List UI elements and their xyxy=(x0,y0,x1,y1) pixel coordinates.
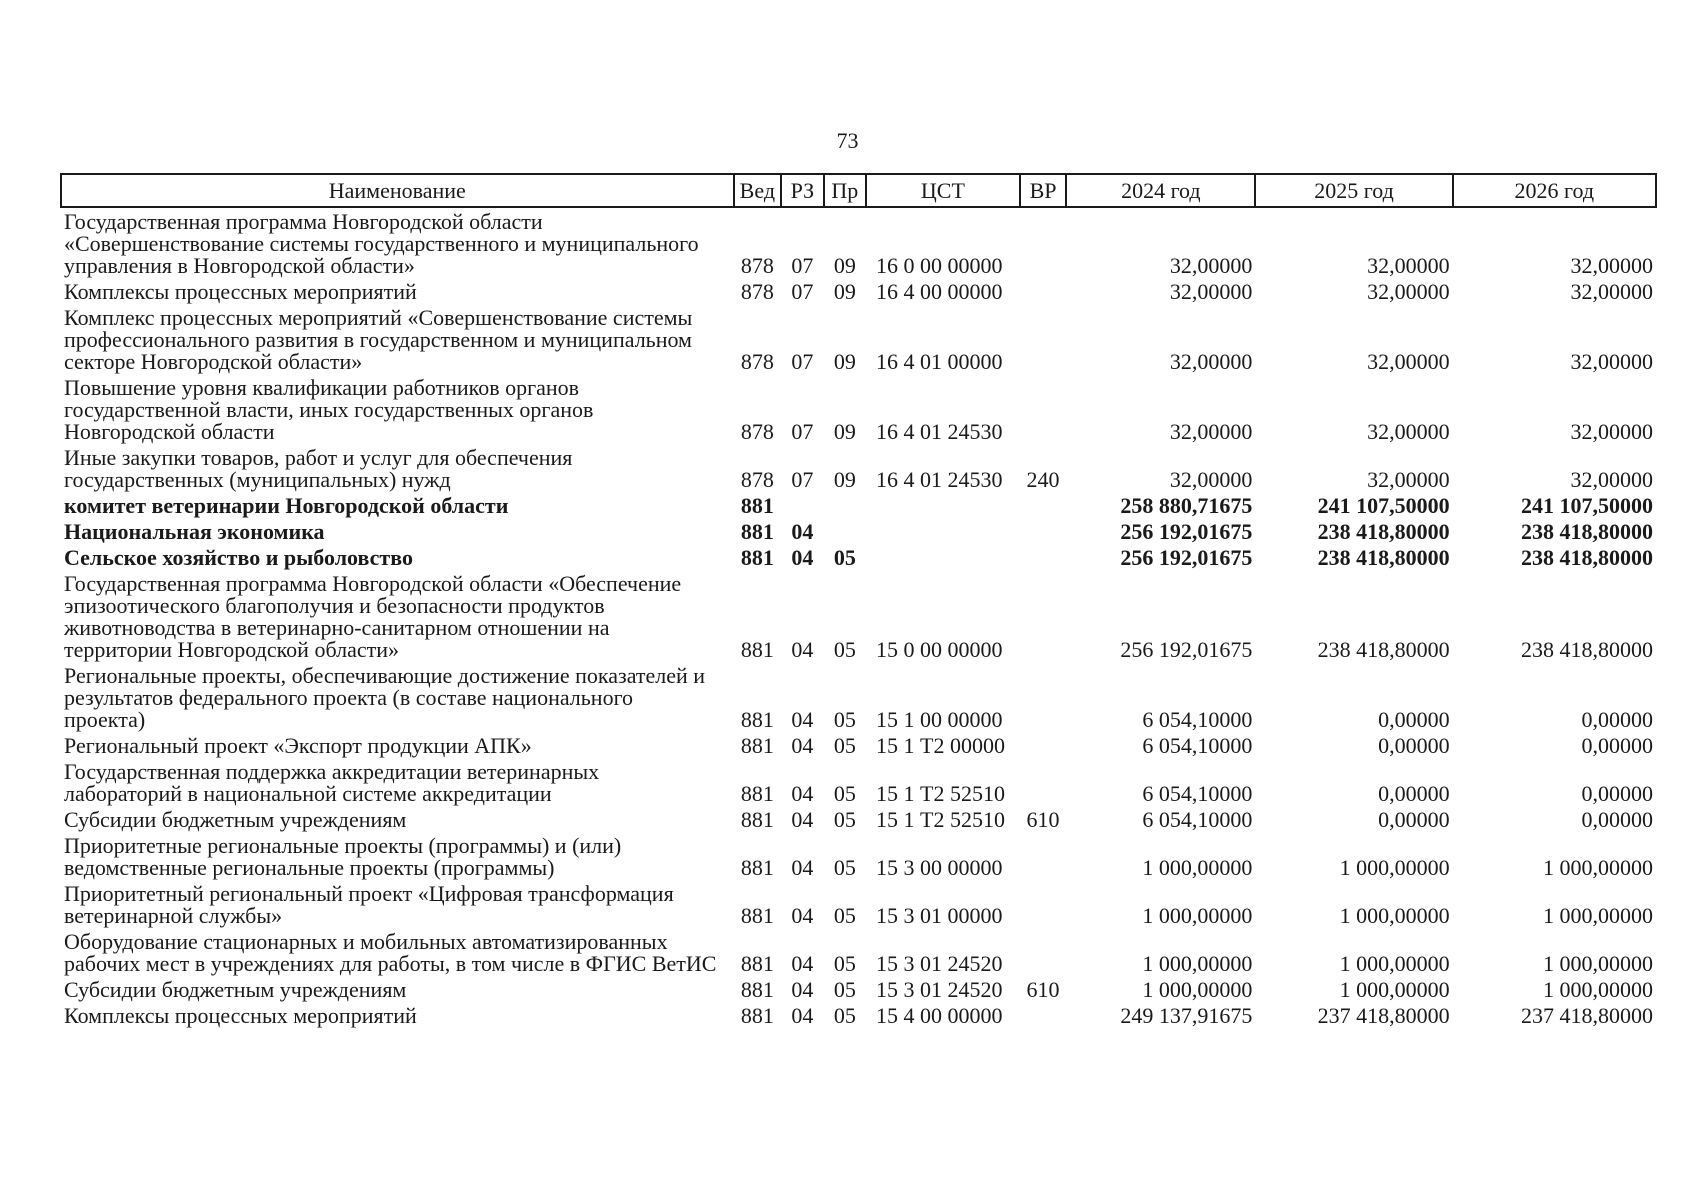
row-ved: 881 xyxy=(740,951,774,976)
row-amount-2025: 32,00000 xyxy=(1367,467,1450,492)
row-cst xyxy=(866,544,1020,570)
row-ved: 881 xyxy=(740,493,774,518)
row-ved: 881 xyxy=(740,977,774,1002)
row-amount-2025: 0,00000 xyxy=(1378,807,1450,832)
table-row xyxy=(61,374,1656,444)
row-cst: 16 4 00 00000 xyxy=(876,279,1003,304)
row-name: Национальная экономика xyxy=(64,519,325,544)
row-pr: 05 xyxy=(833,951,856,976)
row-vr xyxy=(1020,832,1067,880)
row-amount-2026: 241 107,50000 xyxy=(1521,493,1653,518)
row-ved: 881 xyxy=(740,903,774,928)
row-amount-2026: 238 418,80000 xyxy=(1521,519,1653,544)
row-cst: 15 3 01 24520 xyxy=(876,977,1003,1002)
row-pr xyxy=(824,492,866,518)
row-amount-2024: 1 000,00000 xyxy=(1142,903,1253,928)
row-cst xyxy=(866,518,1020,544)
row-vr xyxy=(1020,570,1067,662)
row-pr: 09 xyxy=(833,467,856,492)
row-rz: 04 xyxy=(791,977,814,1002)
row-cst: 15 3 01 24520 xyxy=(876,951,1003,976)
row-amount-2026: 32,00000 xyxy=(1570,467,1653,492)
row-amount-2024: 249 137,91675 xyxy=(1120,1003,1253,1028)
table-row xyxy=(61,207,1656,278)
row-amount-2026: 32,00000 xyxy=(1570,279,1653,304)
row-amount-2025: 238 418,80000 xyxy=(1317,637,1450,662)
row-vr xyxy=(1020,1002,1067,1028)
row-amount-2026: 238 418,80000 xyxy=(1521,637,1653,662)
row-vr xyxy=(1020,662,1067,732)
row-amount-2024: 32,00000 xyxy=(1169,279,1253,304)
header-cst: ЦСТ xyxy=(866,174,1020,207)
row-ved: 881 xyxy=(740,545,774,570)
row-amount-2024: 256 192,01675 xyxy=(1120,637,1253,662)
row-amount-2024: 1 000,00000 xyxy=(1142,951,1253,976)
row-pr xyxy=(824,518,866,544)
row-amount-2025: 32,00000 xyxy=(1367,419,1450,444)
row-ved: 881 xyxy=(740,519,774,544)
row-vr: 610 xyxy=(1026,977,1060,1002)
table-row xyxy=(61,758,1656,806)
row-vr xyxy=(1020,518,1067,544)
row-name: Приоритетный региональный проект «Цифровая трансформация ветеринарной службы» xyxy=(64,881,674,928)
row-cst: 15 3 01 00000 xyxy=(876,903,1003,928)
row-amount-2025: 0,00000 xyxy=(1378,707,1450,732)
row-ved: 878 xyxy=(740,279,774,304)
row-rz: 04 xyxy=(791,519,814,544)
table-row xyxy=(61,570,1656,662)
row-vr xyxy=(1020,544,1067,570)
row-ved: 881 xyxy=(740,707,774,732)
row-rz: 04 xyxy=(791,951,814,976)
row-cst: 16 4 01 00000 xyxy=(876,349,1003,374)
row-pr: 05 xyxy=(833,733,856,758)
table-row xyxy=(61,732,1656,758)
row-pr: 05 xyxy=(833,545,856,570)
row-name: Сельское хозяйство и рыболовство xyxy=(64,545,413,570)
row-cst: 15 1 00 00000 xyxy=(876,707,1003,732)
row-amount-2025: 1 000,00000 xyxy=(1339,903,1450,928)
header-rz: РЗ xyxy=(781,174,823,207)
header-2026: 2026 год xyxy=(1453,174,1656,207)
row-cst: 15 4 00 00000 xyxy=(876,1003,1003,1028)
row-ved: 881 xyxy=(740,733,774,758)
header-2025: 2025 год xyxy=(1255,174,1452,207)
row-amount-2025: 237 418,80000 xyxy=(1317,1003,1450,1028)
row-amount-2024: 6 054,10000 xyxy=(1142,733,1253,758)
row-name: Приоритетные региональные проекты (программы) и (или) ведомственные региональные проекты (программы) xyxy=(64,833,622,880)
row-amount-2024: 1 000,00000 xyxy=(1142,977,1253,1002)
row-amount-2026: 0,00000 xyxy=(1581,733,1653,758)
row-amount-2026: 32,00000 xyxy=(1570,253,1653,278)
row-amount-2026: 32,00000 xyxy=(1570,349,1653,374)
row-pr: 09 xyxy=(833,279,856,304)
row-vr xyxy=(1020,492,1067,518)
row-cst: 16 4 01 24530 xyxy=(876,419,1003,444)
row-vr xyxy=(1020,207,1067,278)
header-2024: 2024 год xyxy=(1066,174,1255,207)
budget-table xyxy=(60,173,1657,1028)
row-name: Региональные проекты, обеспечивающие достижение показателей и результатов федерального проекта (в составе национального проекта) xyxy=(64,663,706,732)
row-name: Иные закупки товаров, работ и услуг для обеспечения государственных (муниципальных) нужд xyxy=(64,445,573,492)
row-ved: 878 xyxy=(740,467,774,492)
row-amount-2024: 1 000,00000 xyxy=(1142,855,1253,880)
row-cst: 15 0 00 00000 xyxy=(876,637,1003,662)
row-rz: 04 xyxy=(791,637,814,662)
row-vr: 610 xyxy=(1026,807,1060,832)
row-amount-2025: 1 000,00000 xyxy=(1339,977,1450,1002)
row-amount-2024: 6 054,10000 xyxy=(1142,707,1253,732)
row-rz: 07 xyxy=(791,279,814,304)
row-rz: 04 xyxy=(791,903,814,928)
row-amount-2026: 32,00000 xyxy=(1570,419,1653,444)
table-row xyxy=(61,278,1656,304)
row-vr xyxy=(1020,278,1067,304)
row-ved: 881 xyxy=(740,855,774,880)
row-rz: 07 xyxy=(791,419,814,444)
row-amount-2026: 0,00000 xyxy=(1581,807,1653,832)
row-pr: 05 xyxy=(833,807,856,832)
row-cst: 16 4 01 24530 xyxy=(876,467,1003,492)
row-cst: 15 1 Т2 52510 xyxy=(876,781,1005,806)
row-ved: 881 xyxy=(740,807,774,832)
row-vr xyxy=(1020,374,1067,444)
row-vr xyxy=(1020,758,1067,806)
table-row xyxy=(61,518,1656,544)
row-vr xyxy=(1020,304,1067,374)
table-row xyxy=(61,976,1656,1002)
row-name: Государственная программа Новгородской области «Обеспечение эпизоотического благополучия и безопасности продуктов животноводства в ветеринарно-санитарном отношении на территории Новгородской области» xyxy=(64,571,682,662)
row-cst xyxy=(866,492,1020,518)
row-amount-2025: 32,00000 xyxy=(1367,349,1450,374)
row-amount-2024: 258 880,71675 xyxy=(1120,493,1253,518)
row-amount-2025: 238 418,80000 xyxy=(1317,545,1450,570)
row-amount-2025: 32,00000 xyxy=(1367,279,1450,304)
row-pr: 05 xyxy=(833,707,856,732)
row-rz: 07 xyxy=(791,467,814,492)
row-name: Оборудование стационарных и мобильных автоматизированных рабочих мест в учреждениях для работы, в том числе в ФГИС ВетИС xyxy=(64,929,717,976)
row-cst: 15 3 00 00000 xyxy=(876,855,1003,880)
row-ved: 881 xyxy=(740,781,774,806)
row-amount-2024: 256 192,01675 xyxy=(1120,545,1253,570)
row-amount-2026: 1 000,00000 xyxy=(1543,903,1653,928)
header-vr: ВР xyxy=(1020,174,1067,207)
row-amount-2025: 241 107,50000 xyxy=(1317,493,1450,518)
row-amount-2026: 0,00000 xyxy=(1581,707,1653,732)
table-header xyxy=(61,174,1656,207)
row-vr: 240 xyxy=(1026,467,1060,492)
row-cst: 16 0 00 00000 xyxy=(876,253,1003,278)
row-cst: 15 1 Т2 00000 xyxy=(876,733,1005,758)
row-cst: 15 1 Т2 52510 xyxy=(876,807,1005,832)
row-ved: 878 xyxy=(740,419,774,444)
row-amount-2026: 238 418,80000 xyxy=(1521,545,1653,570)
row-rz: 04 xyxy=(791,733,814,758)
row-ved: 881 xyxy=(740,637,774,662)
row-pr: 05 xyxy=(833,977,856,1002)
row-amount-2024: 32,00000 xyxy=(1169,419,1253,444)
row-rz: 04 xyxy=(791,545,814,570)
row-name: Региональный проект «Экспорт продукции АПК» xyxy=(64,733,532,758)
row-vr xyxy=(1020,880,1067,928)
row-pr: 09 xyxy=(833,349,856,374)
row-amount-2025: 0,00000 xyxy=(1378,733,1450,758)
row-name: Повышение уровня квалификации работников органов государственной власти, иных государственных органов Новгородской области xyxy=(64,375,594,444)
row-pr: 05 xyxy=(833,1003,856,1028)
row-pr: 09 xyxy=(833,419,856,444)
row-name: Комплекс процессных мероприятий «Совершенствование системы профессионального развития в государственном и муниципальном секторе Новгородской области» xyxy=(64,305,693,374)
table-row xyxy=(61,304,1656,374)
row-amount-2025: 32,00000 xyxy=(1367,253,1450,278)
row-ved: 878 xyxy=(740,253,774,278)
row-amount-2024: 32,00000 xyxy=(1169,349,1253,374)
row-rz: 04 xyxy=(791,1003,814,1028)
table-row xyxy=(61,662,1656,732)
row-rz: 04 xyxy=(791,807,814,832)
row-ved: 881 xyxy=(740,1003,774,1028)
header-pr: Пр xyxy=(824,174,866,207)
row-rz xyxy=(781,492,823,518)
row-name: комитет ветеринарии Новгородской области xyxy=(64,493,509,518)
row-amount-2025: 1 000,00000 xyxy=(1339,855,1450,880)
table-row xyxy=(61,880,1656,928)
row-name: Субсидии бюджетным учреждениям xyxy=(64,977,407,1002)
header-ved: Вед xyxy=(734,174,782,207)
row-rz: 04 xyxy=(791,855,814,880)
row-ved: 878 xyxy=(740,349,774,374)
row-amount-2026: 0,00000 xyxy=(1581,781,1653,806)
row-rz: 07 xyxy=(791,349,814,374)
row-name: Государственная программа Новгородской области «Совершенствование системы государственного и муниципального управления в Новгородской области» xyxy=(64,209,699,278)
row-amount-2025: 1 000,00000 xyxy=(1339,951,1450,976)
table-row xyxy=(61,832,1656,880)
header-name: Наименование xyxy=(61,174,734,207)
row-pr: 05 xyxy=(833,903,856,928)
table-row xyxy=(61,444,1656,492)
row-amount-2026: 1 000,00000 xyxy=(1543,977,1653,1002)
row-rz: 07 xyxy=(791,253,814,278)
row-rz: 04 xyxy=(791,707,814,732)
row-name: Комплексы процессных мероприятий xyxy=(64,1003,417,1028)
row-amount-2024: 6 054,10000 xyxy=(1142,807,1253,832)
row-amount-2025: 238 418,80000 xyxy=(1317,519,1450,544)
table-row xyxy=(61,492,1656,518)
table-row xyxy=(61,544,1656,570)
row-amount-2024: 256 192,01675 xyxy=(1120,519,1253,544)
row-amount-2026: 1 000,00000 xyxy=(1543,855,1653,880)
row-name: Комплексы процессных мероприятий xyxy=(64,279,417,304)
row-vr xyxy=(1020,732,1067,758)
row-amount-2024: 32,00000 xyxy=(1169,253,1253,278)
row-rz: 04 xyxy=(791,781,814,806)
row-amount-2026: 237 418,80000 xyxy=(1521,1003,1653,1028)
row-pr: 05 xyxy=(833,855,856,880)
page-number: 73 xyxy=(836,128,859,153)
table-row xyxy=(61,806,1656,832)
row-pr: 05 xyxy=(833,637,856,662)
row-pr: 05 xyxy=(833,781,856,806)
row-name: Государственная поддержка аккредитации ветеринарных лабораторий в национальной системе аккредитации xyxy=(64,759,600,806)
row-amount-2026: 1 000,00000 xyxy=(1543,951,1653,976)
row-vr xyxy=(1020,928,1067,976)
row-amount-2025: 0,00000 xyxy=(1378,781,1450,806)
row-amount-2024: 32,00000 xyxy=(1169,467,1253,492)
row-amount-2024: 6 054,10000 xyxy=(1142,781,1253,806)
row-pr: 09 xyxy=(833,253,856,278)
table-row xyxy=(61,1002,1656,1028)
row-name: Субсидии бюджетным учреждениям xyxy=(64,807,407,832)
table-row xyxy=(61,928,1656,976)
table-body xyxy=(61,207,1656,1028)
